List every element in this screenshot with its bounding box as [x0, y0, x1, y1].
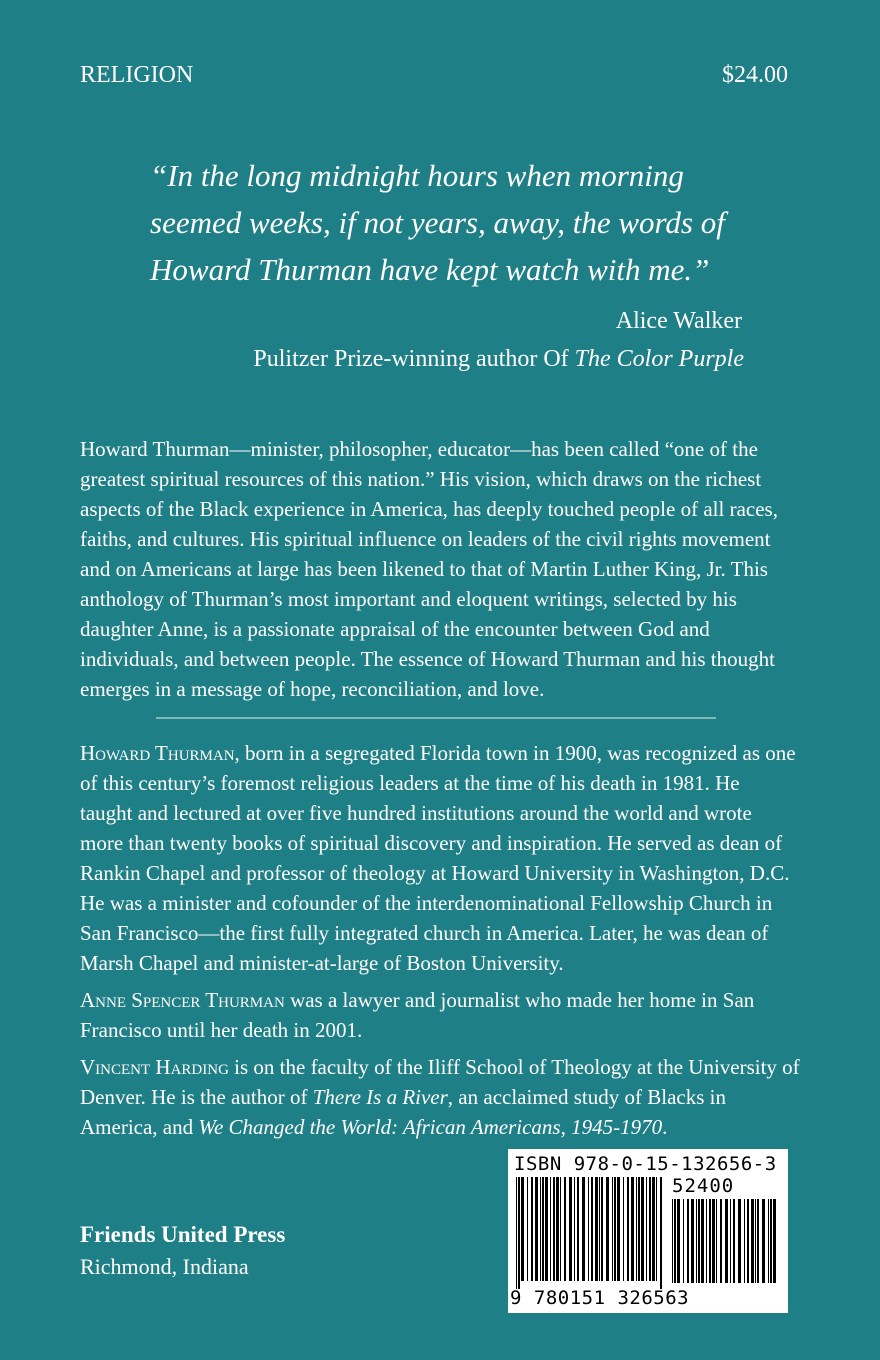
quote-line: Howard Thurman have kept watch with me.” — [150, 252, 710, 287]
bio-text: , born in a segregated Florida town in 1900, was recognized as one — [234, 741, 796, 765]
barcode-bar — [706, 1199, 707, 1283]
price-label: $24.00 — [722, 62, 788, 88]
barcode-bar — [545, 1177, 548, 1281]
bio-line: Rankin Chapel and professor of theology at Howard University in Washington, D.C. — [80, 861, 790, 885]
bio-vincent-harding — [80, 1052, 800, 1142]
barcode-bar — [716, 1199, 717, 1283]
description-line: individuals, and between people. The essence of Howard Thurman and his thought — [80, 647, 775, 671]
price-addon-number: 52400 — [672, 1175, 735, 1197]
barcode-bar — [649, 1177, 651, 1281]
ean-barcode-bars — [516, 1177, 664, 1289]
barcode-bar — [770, 1199, 772, 1283]
bio-anne-spencer-thurman — [80, 985, 754, 1045]
barcode-bar — [623, 1177, 624, 1281]
barcode-bar — [656, 1177, 657, 1281]
barcode-bar — [531, 1177, 533, 1281]
description-line: faiths, and cultures. His spiritual influence on leaders of the civil rights movement — [80, 527, 771, 551]
barcode-bar — [712, 1199, 715, 1283]
barcode-bar — [709, 1199, 711, 1283]
bio-text: , an acclaimed study of Blacks in — [447, 1085, 726, 1109]
barcode-bar — [638, 1177, 640, 1281]
barcode-bar — [660, 1177, 662, 1289]
barcode-bar — [582, 1177, 585, 1281]
barcode-bar — [674, 1199, 676, 1283]
barcode-bar — [762, 1199, 765, 1283]
publisher-location: Richmond, Indiana — [80, 1254, 249, 1279]
barcode-bar — [601, 1177, 603, 1281]
publisher-name: Friends United Press — [80, 1222, 286, 1247]
barcode-bar — [595, 1177, 598, 1281]
barcode-bar — [556, 1177, 559, 1281]
barcode-bar — [641, 1177, 644, 1281]
bio-line: taught and lectured at over five hundred institutions around the world and wrote — [80, 801, 752, 825]
barcode-bar — [768, 1199, 769, 1283]
barcode-bar — [773, 1199, 776, 1283]
blurb-quote — [150, 152, 770, 293]
barcode-bar — [577, 1177, 579, 1281]
bio-text: Denver. He is the author of — [80, 1085, 313, 1109]
description-line: anthology of Thurman’s most important and eloquent writings, selected by his — [80, 587, 737, 611]
bio-line: San Francisco—the first fully integrated church in America. Later, he was dean of — [80, 921, 769, 945]
barcode-bar — [751, 1199, 754, 1283]
barcode-bar — [730, 1199, 731, 1283]
barcode-bar — [564, 1177, 566, 1281]
barcode-bar — [518, 1177, 520, 1289]
isbn-barcode — [508, 1149, 788, 1313]
barcode-bar — [687, 1199, 689, 1283]
bio-text: is on the faculty of the Iliff School of Theology at the University of — [228, 1055, 800, 1079]
description-line: and on Americans at large has been likened to that of Martin Luther King, Jr. This — [80, 557, 768, 581]
description-line: Howard Thurman—minister, philosopher, educator—has been called “one of the — [80, 437, 758, 461]
bio-howard-thurman — [80, 738, 796, 978]
barcode-bar — [521, 1177, 524, 1281]
barcode-bar — [569, 1177, 572, 1281]
bio-line: of this century’s foremost religious leaders at the time of his death in 1981. He — [80, 771, 740, 795]
barcode-bar — [560, 1177, 561, 1281]
bio-line — [80, 1082, 800, 1112]
barcode-bar — [591, 1177, 593, 1281]
barcode-bar — [588, 1177, 589, 1281]
quote-line: seemed weeks, if not years, away, the words of — [150, 205, 725, 240]
barcode-bar — [646, 1177, 647, 1281]
barcode-bar — [755, 1199, 756, 1283]
barcode-bar — [738, 1199, 741, 1283]
barcode-bar — [516, 1177, 517, 1289]
description-line: emerges in a message of hope, reconciliation, and love. — [80, 677, 545, 701]
barcode-bar — [744, 1199, 745, 1283]
author-title-text: Pulitzer Prize-winning author Of — [253, 346, 575, 372]
barcode-bar — [606, 1177, 609, 1281]
book-title: We Changed the World: African Americans, 1945-1970 — [198, 1115, 663, 1139]
description-paragraph — [80, 434, 778, 704]
barcode-bar — [683, 1199, 684, 1283]
bio-name: Howard Thurman — [80, 741, 235, 765]
author-title-book: The Color Purple — [574, 346, 744, 372]
barcode-bar — [627, 1177, 629, 1281]
barcode-bar — [672, 1199, 673, 1283]
bio-name: Anne Spencer Thurman — [80, 988, 285, 1012]
barcode-bar — [631, 1177, 634, 1281]
barcode-bar — [636, 1177, 637, 1281]
bio-line: Francisco until her death in 2001. — [80, 1018, 363, 1042]
quote-author: Alice Walker — [615, 308, 742, 334]
bio-line: He was a minister and cofounder of the interdenominational Fellowship Church in — [80, 891, 773, 915]
book-title: There Is a River — [312, 1085, 448, 1109]
barcode-bar — [733, 1199, 735, 1283]
barcode-bar — [757, 1199, 759, 1283]
quote-author-title — [0, 346, 744, 373]
description-line: aspects of the Black experience in America, has deeply touched people of all races, — [80, 497, 778, 521]
addon-barcode-bars — [672, 1199, 778, 1287]
bio-text: America, and — [80, 1115, 199, 1139]
bio-text: . — [662, 1115, 668, 1139]
bio-line — [80, 1112, 800, 1142]
barcode-bar — [553, 1177, 555, 1281]
section-divider — [156, 717, 716, 719]
barcode-bar — [698, 1199, 700, 1283]
barcode-bar — [652, 1177, 655, 1281]
barcode-bar — [720, 1199, 722, 1283]
barcode-bar — [701, 1199, 704, 1283]
category-label: RELIGION — [80, 62, 194, 88]
barcode-bar — [617, 1177, 620, 1281]
barcode-bar — [599, 1177, 600, 1281]
barcode-bar — [574, 1177, 575, 1281]
ean-number: 9 780151 326563 — [510, 1287, 690, 1309]
bio-line — [80, 985, 754, 1015]
bio-line: Marsh Chapel and minister-at-large of Boston University. — [80, 951, 564, 975]
bio-text: was a lawyer and journalist who made her home in San — [284, 988, 755, 1012]
barcode-bar — [535, 1177, 538, 1281]
barcode-bar — [614, 1177, 616, 1281]
barcode-bar — [542, 1177, 544, 1281]
top-row — [80, 62, 788, 96]
bio-line — [80, 738, 796, 768]
barcode-bar — [677, 1199, 680, 1283]
barcode-bar — [747, 1199, 749, 1283]
barcode-bar — [725, 1199, 728, 1283]
bio-name: Vincent Harding — [80, 1055, 229, 1079]
barcode-bar — [527, 1177, 528, 1281]
barcode-bar — [550, 1177, 551, 1281]
barcode-bar — [540, 1177, 541, 1281]
description-line: greatest spiritual resources of this nation.” His vision, which draws on the richest — [80, 467, 762, 491]
barcode-bar — [691, 1199, 694, 1283]
barcode-bar — [612, 1177, 613, 1281]
barcode-bar — [696, 1199, 697, 1283]
quote-line: “In the long midnight hours when morning — [150, 158, 684, 193]
isbn-text: ISBN 978-0-15-132656-3 — [514, 1153, 777, 1175]
bio-line: more than twenty books of spiritual discovery and inspiration. He served as dean of — [80, 831, 783, 855]
bio-line — [80, 1052, 800, 1082]
description-line: daughter Anne, is a passionate appraisal of the encounter between God and — [80, 617, 710, 641]
